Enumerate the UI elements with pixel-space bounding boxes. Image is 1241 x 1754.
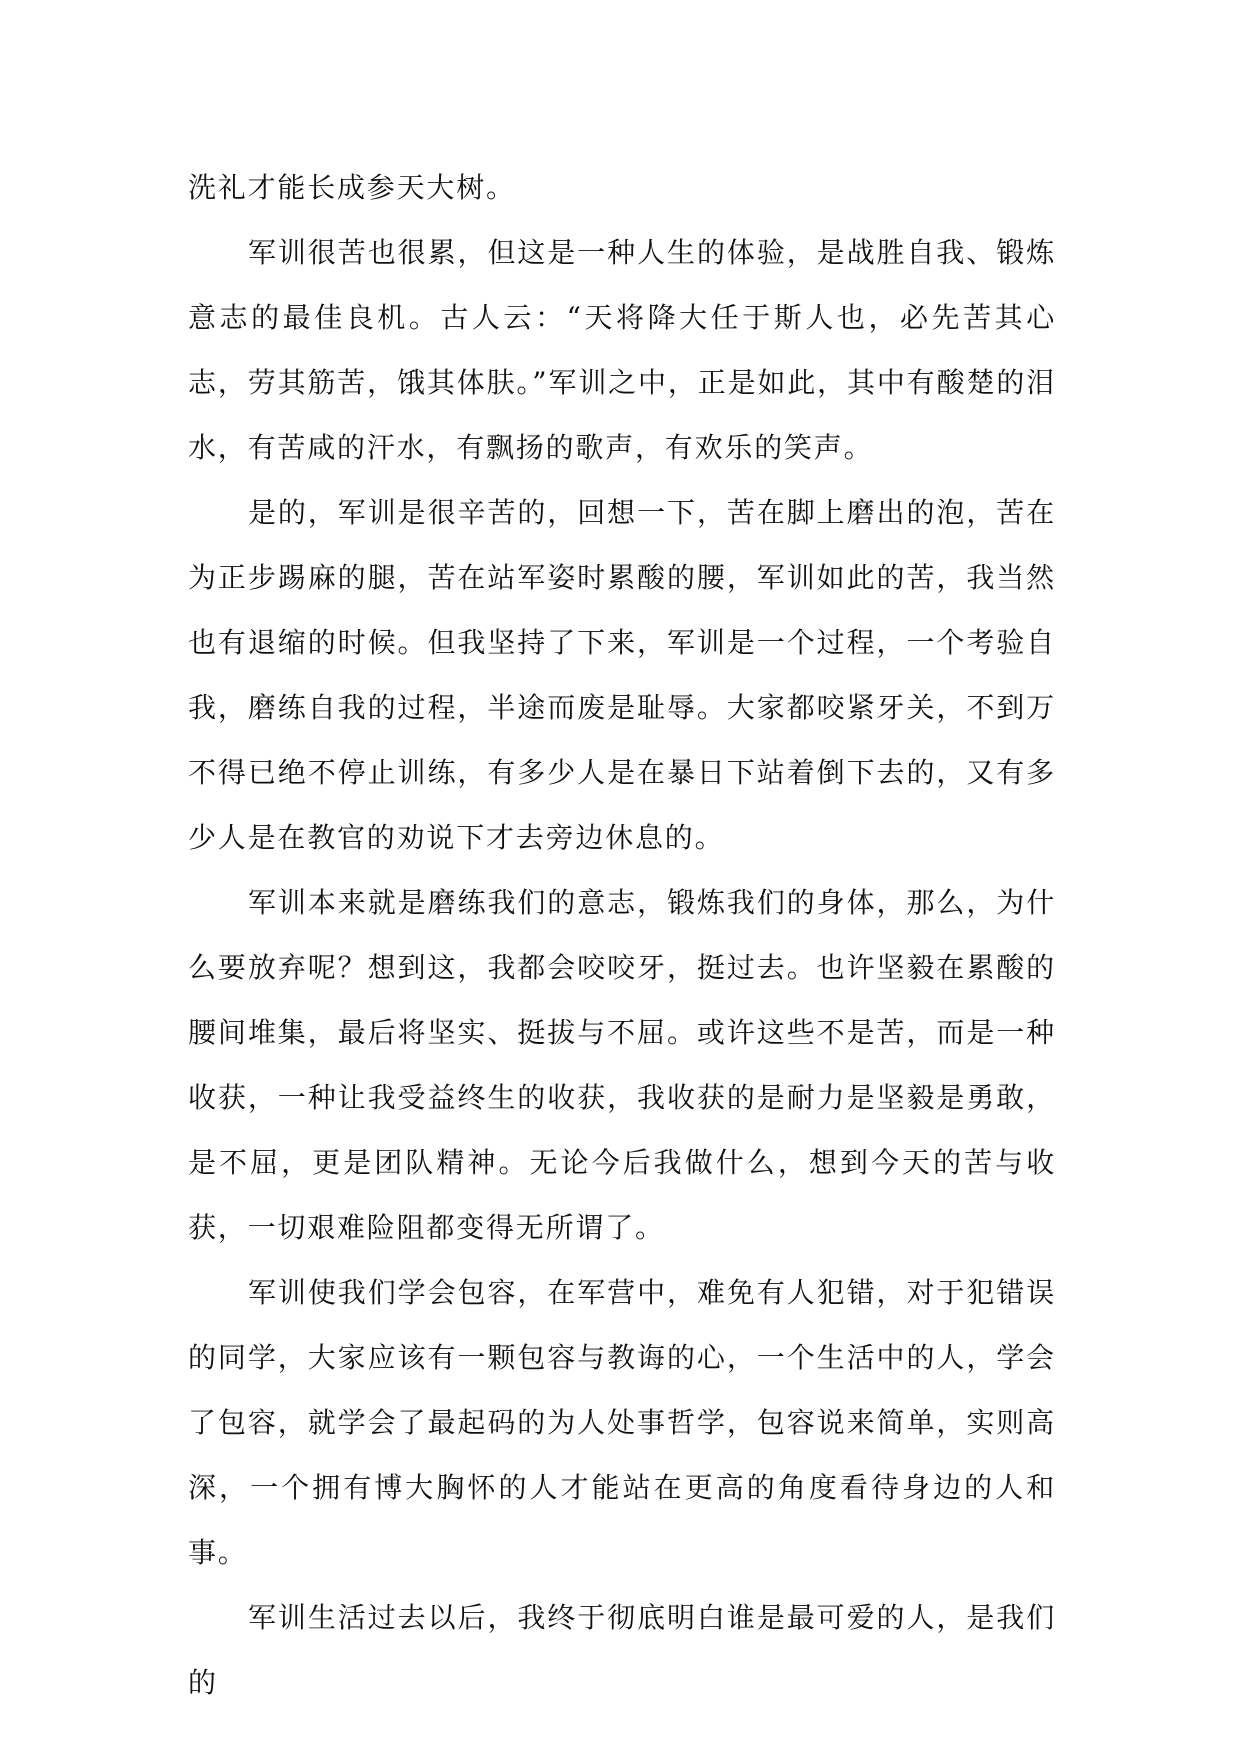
paragraph-5: 军训使我们学会包容，在军营中，难免有人犯错，对于犯错误的同学，大家应该有一颗包容与教诲的心，一个生活中的人，学会了包容，就学会了最起码的为人处事哲学，包容说来简单，实则高深，一个拥有博大胸怀的人才能站在更高的角度看待身边的人和事。 <box>188 1276 1056 1569</box>
paragraph-6: 军训生活过去以后，我终于彻底明白谁是最可爱的人，是我们的 <box>188 1601 1056 1699</box>
paragraph-2: 军训很苦也很累，但这是一种人生的体验，是战胜自我、锻炼意志的最佳良机。古人云：“天将降大任于斯人也，必先苦其心志，劳其筋苦，饿其体肤。”军训之中，正是如此，其中有酸楚的泪水，有苦咸的汗水，有飘扬的歌声，有欢乐的笑声。 <box>188 236 1056 464</box>
body-text <box>188 155 1056 1715</box>
paragraph-3: 是的，军训是很辛苦的，回想一下，苦在脚上磨出的泡，苦在为正步踢麻的腿，苦在站军姿时累酸的腰，军训如此的苦，我当然也有退缩的时候。但我坚持了下来，军训是一个过程，一个考验自我，磨练自我的过程，半途而废是耻辱。大家都咬紧牙关，不到万不得已绝不停止训练，有多少人是在暴日下站着倒下去的，又有多少人是在教官的劝说下才去旁边休息的。 <box>188 496 1056 854</box>
paragraph-1: 洗礼才能长成参天大树。 <box>188 171 516 204</box>
paragraph-4: 军训本来就是磨练我们的意志，锻炼我们的身体，那么，为什么要放弃呢？想到这，我都会咬咬牙，挺过去。也许坚毅在累酸的腰间堆集，最后将坚实、挺拔与不屈。或许这些不是苦，而是一种收获，一种让我受益终生的收获，我收获的是耐力是坚毅是勇敢，是不屈，更是团队精神。无论今后我做什么，想到今天的苦与收获，一切艰难险阻都变得无所谓了。 <box>188 886 1056 1244</box>
